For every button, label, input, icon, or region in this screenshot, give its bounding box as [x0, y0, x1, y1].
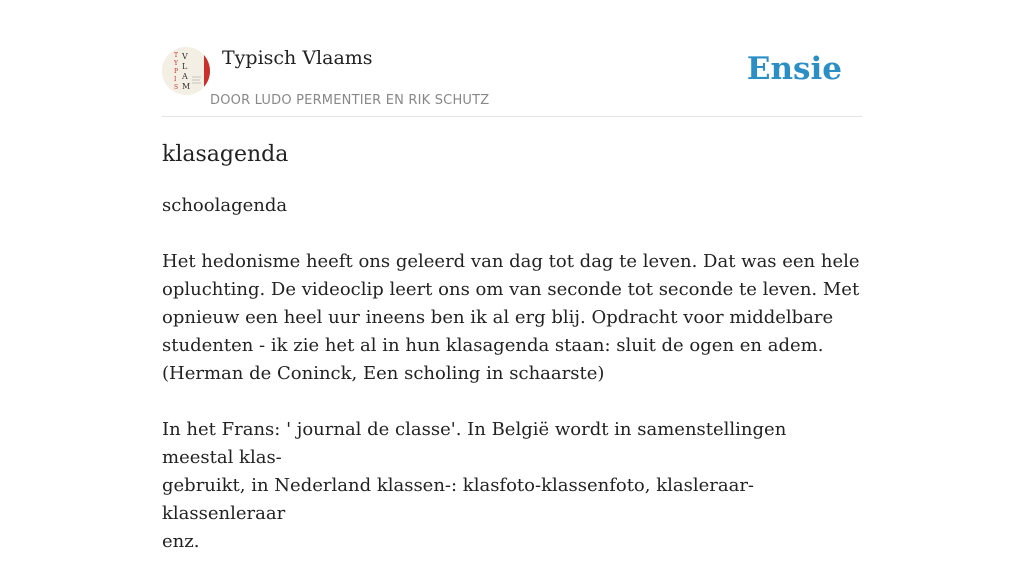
svg-text:M: M — [182, 82, 191, 91]
collection-authors: DOOR LUDO PERMENTIER EN RIK SCHUTZ — [210, 93, 490, 108]
note-line: In het Frans: ' journal de classe'. In België wordt in samenstellingen meestal klas- — [162, 419, 787, 468]
svg-text:A: A — [182, 72, 188, 81]
svg-text:Y: Y — [174, 60, 178, 67]
quote-line: opluchting. De videoclip leert ons om van seconde tot seconde te leven. Met — [162, 279, 860, 300]
svg-text:T: T — [174, 52, 179, 59]
collection-title[interactable]: Typisch Vlaams — [222, 47, 373, 69]
quote-line: Het hedonisme heeft ons geleerd van dag tot dag te leven. Dat was een hele — [162, 251, 860, 272]
quote-line: studenten - ik zie het al in hun klasagenda staan: sluit de ogen en adem. — [162, 335, 824, 356]
ensie-logo[interactable]: Ensie — [746, 51, 842, 87]
svg-text:I: I — [174, 76, 177, 83]
svg-text:V: V — [182, 52, 188, 61]
entry-headword: klasagenda — [162, 142, 289, 167]
entry-definition — [162, 192, 862, 584]
quote-line: (Herman de Coninck, Een scholing in schaarste) — [162, 363, 605, 384]
note-line: enz. — [162, 531, 200, 552]
quote-line: opnieuw een heel uur ineens ben ik al erg blij. Opdracht voor middelbare — [162, 307, 834, 328]
entry-quote — [162, 248, 862, 388]
entry-page — [162, 0, 862, 552]
svg-text:S: S — [174, 84, 179, 91]
entry-note — [162, 416, 862, 556]
book-cover-icon[interactable] — [162, 47, 210, 95]
svg-text:L: L — [182, 62, 188, 71]
note-line: gebruikt, in Nederland klassen-: klasfoto-klassenfoto, klasleraar-klassenleraar — [162, 475, 755, 524]
svg-text:P: P — [174, 68, 179, 75]
collection-header — [162, 0, 862, 117]
entry-synonym: schoolagenda — [162, 195, 288, 216]
